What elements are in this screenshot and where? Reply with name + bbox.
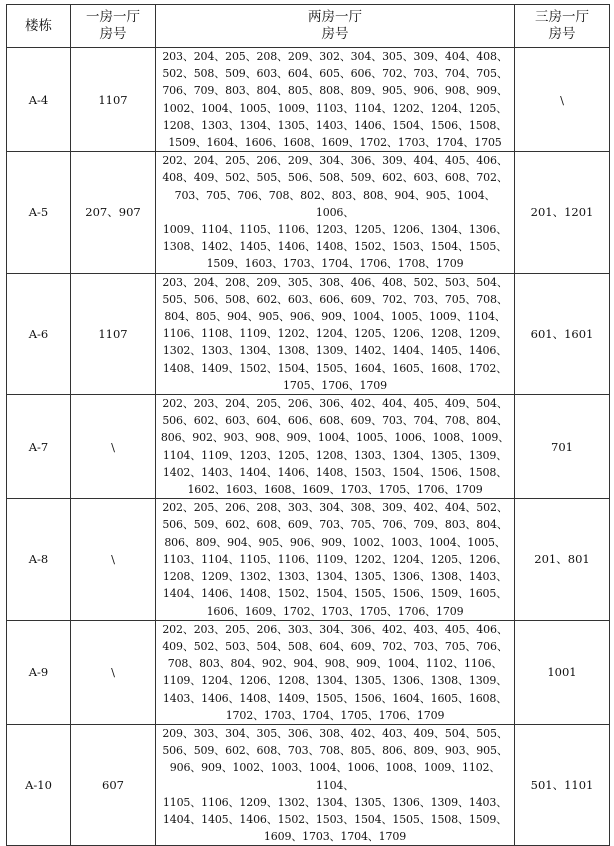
header-one-bedroom: [71, 5, 156, 48]
three-bedroom-cell: 701: [515, 395, 610, 499]
building-cell: A-7: [7, 395, 71, 499]
header-row: [7, 5, 610, 48]
building-cell: A-6: [7, 273, 71, 394]
header-two-bedroom: [156, 5, 515, 48]
header-one-bedroom-subtitle: 房号: [99, 26, 127, 42]
two-bedroom-cell: 202、203、204、205、206、306、402、404、405、409、504、 506、602、603、604、606、608、609、703、704、708、804、 806、902、903、908、909、1004、1005、1006、1008、1009、 1104、1109、1203、1205、1208、1303、1304、1305、1309、 1402、1403、1404、1406、1408、1503、1504、1506、1508、 1602、1603、1608、1609、1703、1705、1706、1709: [156, 395, 515, 499]
three-bedroom-cell: 201、801: [515, 499, 610, 620]
building-cell: A-8: [7, 499, 71, 620]
table-row: [7, 499, 610, 620]
table-row: [7, 620, 610, 724]
one-bedroom-cell: \: [71, 499, 156, 620]
table-row: [7, 152, 610, 273]
one-bedroom-cell: \: [71, 395, 156, 499]
one-bedroom-cell: 207、907: [71, 152, 156, 273]
building-cell: A-9: [7, 620, 71, 724]
building-cell: A-4: [7, 48, 71, 152]
one-bedroom-cell: 1107: [71, 48, 156, 152]
header-one-bedroom-title: 一房一厅: [86, 9, 140, 25]
header-two-bedroom-subtitle: 房号: [321, 26, 349, 42]
header-three-bedroom-title: 三房一厅: [535, 9, 589, 25]
building-cell: A-10: [7, 724, 71, 845]
header-two-bedroom-title: 两房一厅: [308, 9, 362, 25]
header-three-bedroom: [515, 5, 610, 48]
table-row: [7, 273, 610, 394]
three-bedroom-cell: 201、1201: [515, 152, 610, 273]
three-bedroom-cell: \: [515, 48, 610, 152]
two-bedroom-cell: 203、204、205、208、209、302、304、305、309、404、408、 502、508、509、603、604、605、606、702、703、704、705、 706、709、803、804、805、808、809、905、906、908、909、 1002、1004、1005、1009、1103、1104、1202、1204、1205、 1208、1303、1304、1305、1403、1406、1504、1506、1508、 1509、1604、1606、1608、1609、1702、1703、1704、1705: [156, 48, 515, 152]
one-bedroom-cell: 1107: [71, 273, 156, 394]
two-bedroom-cell: 209、303、304、305、306、308、402、403、409、504、505、 506、509、602、608、703、708、805、806、809、903、905、 906、909、1002、1003、1004、1006、1008、1009、1102、1104、 1105、1106、1209、1302、1304、1305、1306、1309、1403、 1404、1405、1406、1502、1503、1504、1505、1508、1509、 1609、1703、1704、1709: [156, 724, 515, 845]
header-building: [7, 5, 71, 48]
three-bedroom-cell: 1001: [515, 620, 610, 724]
one-bedroom-cell: \: [71, 620, 156, 724]
header-three-bedroom-subtitle: 房号: [548, 26, 576, 42]
two-bedroom-cell: 202、203、205、206、303、304、306、402、403、405、406、 409、502、503、504、508、604、609、702、703、705、706、 708、803、804、902、904、908、909、1004、1102、1106、 1109、1204、1206、1208、1304、1305、1306、1308、1309、 1403、1406、1408、1409、1505、1506、1604、1605、1608、 1702、1703、1704、1705、1706、1709: [156, 620, 515, 724]
table-row: [7, 724, 610, 845]
room-number-table: [6, 4, 610, 846]
table-row: [7, 395, 610, 499]
two-bedroom-cell: 202、204、205、206、209、304、306、309、404、405、406、 408、409、502、505、506、508、509、602、603、608、702、 703、705、706、708、802、803、808、904、905、1004、1006、 1009、1104、1105、1106、1203、1205、1206、1304、1306、 1308、1402、1405、1406、1408、1502、1503、1504、1505、 1509、1603、1703、1704、1706、1708、1709: [156, 152, 515, 273]
two-bedroom-cell: 202、205、206、208、303、304、308、309、402、404、502、 506、509、602、608、609、703、705、706、709、803、804、 806、809、904、905、906、909、1002、1003、1004、1005、 1103、1104、1105、1106、1109、1202、1204、1205、1206、 1208、1209、1302、1303、1304、1305、1306、1308、1403、 1404、1406、1408、1502、1504、1505、1506、1509、1605、 1606、1609、1702、1703、1705、1706、1709: [156, 499, 515, 620]
building-cell: A-5: [7, 152, 71, 273]
table-row: [7, 48, 610, 152]
three-bedroom-cell: 501、1101: [515, 724, 610, 845]
header-building-label: 楼栋: [25, 17, 52, 34]
one-bedroom-cell: 607: [71, 724, 156, 845]
three-bedroom-cell: 601、1601: [515, 273, 610, 394]
two-bedroom-cell: 203、204、208、209、305、308、406、408、502、503、504、 505、506、508、602、603、606、609、702、703、705、708、 804、805、904、905、906、909、1004、1005、1009、1104、 1106、1108、1109、1202、1204、1205、1206、1208、1209、 1302、1303、1304、1308、1309、1402、1404、1405、1406、 1408、1409、1502、1504、1505、1604、1605、1608、1702、 1705、1706、1709: [156, 273, 515, 394]
